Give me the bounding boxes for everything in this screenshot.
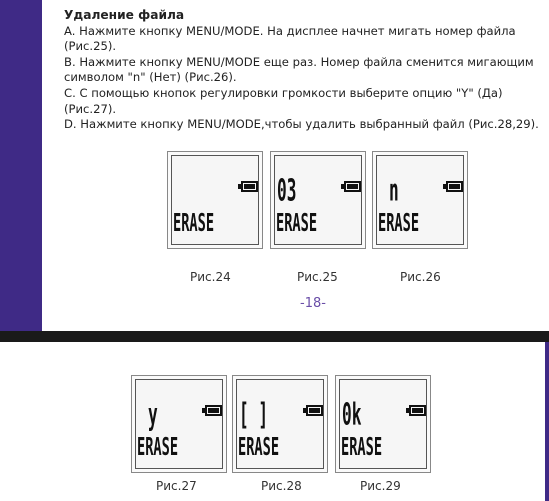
battery-icon [306, 405, 323, 416]
caption-fig-27: Рис.27 [156, 479, 197, 493]
caption-fig-25: Рис.25 [297, 270, 338, 284]
lcd-erase-text: ERASE [341, 433, 383, 462]
lcd-erase-text: ERASE [276, 209, 318, 238]
lcd-figure-28 [232, 375, 328, 473]
lcd-erase-text: ERASE [137, 433, 179, 462]
lcd-figure-26 [372, 151, 468, 249]
caption-fig-28: Рис.28 [261, 479, 302, 493]
step-b: B. Нажмите кнопку MENU/MODE еще раз. Номер файла сменится мигающим символом "n" (Нет) (Рис.26). [64, 54, 534, 85]
battery-icon [241, 181, 258, 192]
battery-icon [446, 181, 463, 192]
left-accent-bar [0, 0, 42, 331]
step-d: D. Нажмите кнопку MENU/MODE,чтобы удалить выбранный файл (Рис.28,29). [64, 117, 539, 132]
battery-icon [344, 181, 361, 192]
lcd-progress-symbol: [ ] [239, 398, 269, 433]
lcd-figure-27 [131, 375, 227, 473]
battery-icon [409, 405, 426, 416]
right-accent-bar [545, 342, 549, 501]
lcd-file-number: 03 [277, 174, 297, 209]
caption-fig-24: Рис.24 [190, 270, 231, 284]
caption-fig-26: Рис.26 [400, 270, 441, 284]
step-c: C. С помощью кнопок регулировки громкости выберите опцию "Y" (Да) (Рис.27). [64, 85, 503, 116]
lcd-erase-text: ERASE [238, 433, 280, 462]
lcd-erase-text: ERASE [173, 209, 215, 238]
lcd-yes-symbol: y [148, 398, 158, 433]
lcd-figure-24 [167, 151, 263, 249]
page-divider [0, 331, 549, 342]
lcd-erase-text: ERASE [378, 209, 420, 238]
battery-icon [205, 405, 222, 416]
step-a: A. Нажмите кнопку MENU/MODE. На дисплее начнет мигать номер файла (Рис.25). [64, 23, 516, 54]
caption-fig-29: Рис.29 [360, 479, 401, 493]
section-title: Удаление файла [64, 8, 185, 22]
lcd-figure-25 [270, 151, 366, 249]
lcd-figure-29 [335, 375, 431, 473]
lcd-no-symbol: n [389, 174, 399, 209]
lcd-ok-text: 0k [342, 398, 362, 433]
instructions-block [64, 8, 546, 133]
page-number: -18- [300, 296, 326, 311]
